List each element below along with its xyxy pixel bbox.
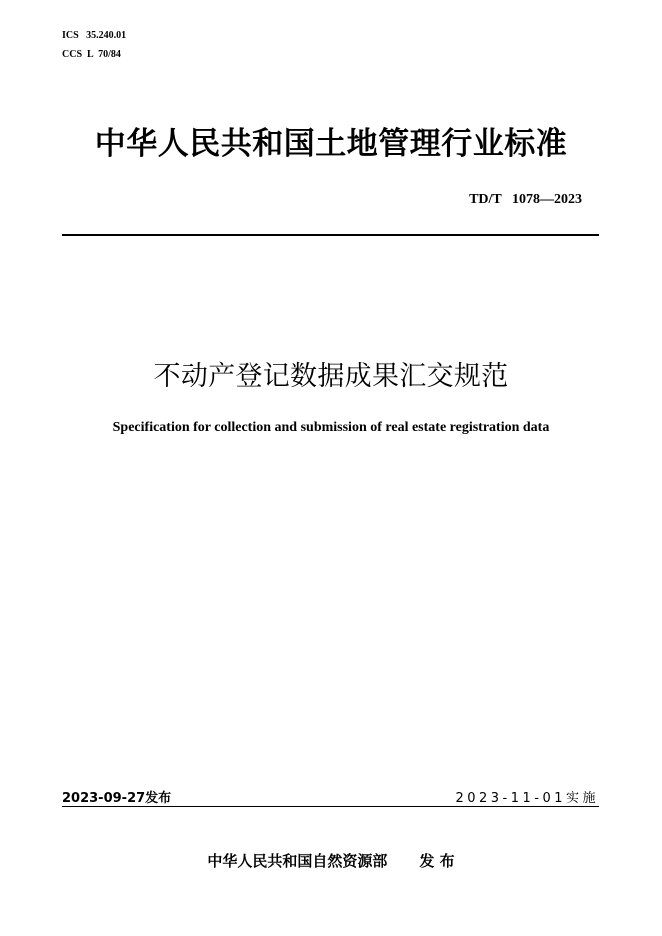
document-title-chinese: 不动产登记数据成果汇交规范 xyxy=(153,361,509,392)
implementation-date: 2023-11-01实施 xyxy=(455,791,599,806)
publisher-line xyxy=(0,851,662,871)
date-row xyxy=(62,790,599,808)
ics-code: ICS 35.240.01 xyxy=(62,30,127,41)
standard-category-title: 中华人民共和国土地管理行业标准 xyxy=(94,126,568,162)
release-date: 2023-09-27发布 xyxy=(62,791,172,806)
ccs-code: CCS L 70/84 xyxy=(62,49,121,60)
header-divider xyxy=(62,234,599,236)
document-title-english: Specification for collection and submission of real estate registration data xyxy=(112,420,550,435)
standard-number: TD/T 1078—2023 xyxy=(469,192,582,207)
publisher-name: 中华人民共和国自然资源部 xyxy=(207,852,388,870)
publisher-action: 发 布 xyxy=(419,852,455,870)
